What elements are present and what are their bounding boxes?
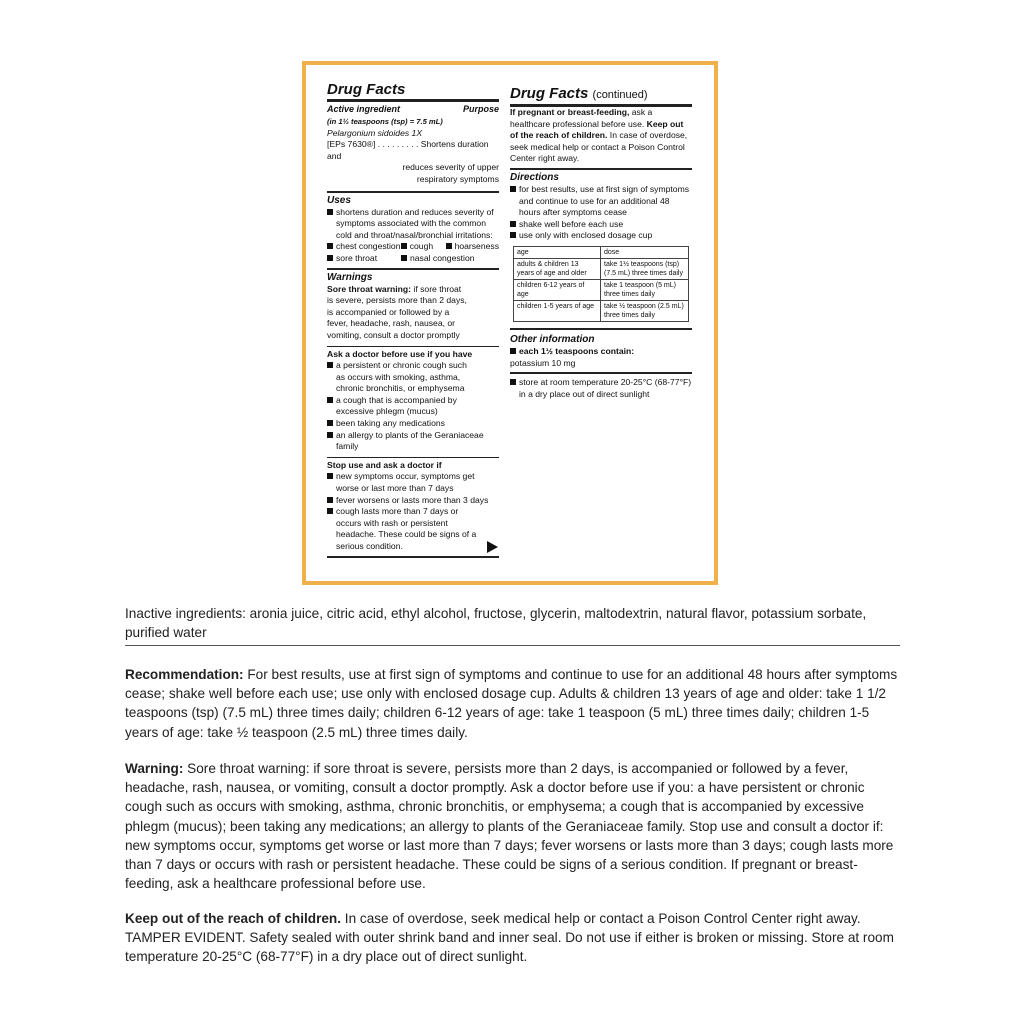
table-cell: take 1½ teaspoons (tsp) (7.5 mL) three times daily xyxy=(601,258,689,279)
stop-use-item: new symptoms occur, symptoms get worse or last more than 7 days xyxy=(327,471,499,494)
table-header-cell: age xyxy=(514,246,601,258)
bullet-square-icon xyxy=(327,497,333,503)
bullet-square-icon xyxy=(327,432,333,438)
section-rule xyxy=(327,191,499,193)
warnings-heading: Warnings xyxy=(327,271,373,283)
section-rule xyxy=(327,556,499,558)
uses-symptom: sore throat xyxy=(327,253,401,265)
directions-item: use only with enclosed dosage cup xyxy=(510,230,692,242)
purpose-line: respiratory symptoms xyxy=(416,173,499,184)
other-info-heading: Other information xyxy=(510,333,595,345)
stop-use-item: cough lasts more than 7 days or occurs with rash or persistent headache. These could be signs of a serious condition. xyxy=(327,506,499,552)
table-cell: children 1-5 years of age xyxy=(514,300,601,321)
uses-symptom: cough xyxy=(401,241,446,253)
bullet-square-icon xyxy=(401,255,407,261)
uses-symptom: hoarseness xyxy=(446,241,499,253)
ingredient-line: [EPs 7630®] . . . . . . . . . Shortens duration and xyxy=(327,139,489,161)
drug-facts-title: Drug Facts xyxy=(327,81,406,98)
bullet-square-icon xyxy=(510,221,516,227)
drug-facts-left-column xyxy=(327,65,499,558)
pregnancy-warning: If pregnant or breast-feeding, ask a healthcare professional before use. Keep out of the reach of children. In case of overdose, seek medical help or contact a Poison Control Center right away. xyxy=(510,107,688,164)
purpose-heading: Purpose xyxy=(462,104,499,114)
uses-item: shortens duration and reduces severity of symptoms associated with the common cold and throat/nasal/bronchial irritations: xyxy=(327,207,499,242)
bullet-square-icon xyxy=(446,243,452,249)
ask-doctor-heading: Ask a doctor before use if you have xyxy=(327,348,473,359)
keep-out-paragraph: Keep out of the reach of children. In case of overdose, seek medical help or contact a Poison Control Center right away. TAMPER EVIDENT. Safety sealed with outer shrink band and inner seal. Do not use if either is broken or missing. Store at room temperature 20-25°C (68-77°F) in a dry place out of direct sunlight. xyxy=(125,911,894,965)
bullet-square-icon xyxy=(510,348,516,354)
bullet-square-icon xyxy=(327,473,333,479)
other-info-item: each 1½ teaspoons contain: xyxy=(510,346,692,358)
purpose-line: reduces severity of upper xyxy=(402,162,499,173)
uses-symptom-row xyxy=(327,241,499,253)
bullet-square-icon xyxy=(327,420,333,426)
bullet-square-icon xyxy=(327,255,333,261)
section-rule xyxy=(510,328,692,330)
stop-use-heading: Stop use and ask a doctor if xyxy=(327,459,442,470)
drug-facts-panel xyxy=(302,61,718,585)
section-rule xyxy=(510,168,692,170)
table-row xyxy=(514,279,689,300)
bullet-square-icon xyxy=(327,243,333,249)
table-row xyxy=(514,258,689,279)
dosage-table xyxy=(513,246,689,322)
directions-heading: Directions xyxy=(510,171,559,183)
section-rule xyxy=(510,372,692,374)
bullet-square-icon xyxy=(327,362,333,368)
inactive-ingredients: Inactive ingredients: aronia juice, citric acid, ethyl alcohol, fructose, glycerin, maltodextrin, natural flavor, potassium sorbate, purified water xyxy=(125,606,867,641)
table-header-cell: dose xyxy=(601,246,689,258)
drug-facts-right-column xyxy=(510,65,692,400)
drug-facts-continued-title: Drug Facts (continued) xyxy=(510,85,648,102)
table-row xyxy=(514,300,689,321)
ask-doctor-item: an allergy to plants of the Geraniaceae family xyxy=(327,430,487,453)
active-ingredient-header-row xyxy=(327,103,499,116)
table-cell: take ½ teaspoon (2.5 mL) three times daily xyxy=(601,300,689,321)
divider xyxy=(125,645,900,646)
recommendation-paragraph: Recommendation: For best results, use at first sign of symptoms and continue to use for an additional 48 hours after symptoms cease; shake well before each use; use only with enclosed dosage cup. Adults & children 13 years of age and older: take 1 1/2 teaspoons (tsp) (7.5 mL) three times daily; children 6-12 years of age: take 1 teaspoon (5 mL) three times daily; children 1-5 years of age: take ½ teaspoon (2.5 mL) three times daily. xyxy=(125,667,898,740)
storage-item: store at room temperature 20-25°C (68-77°F) in a dry place out of direct sunlight xyxy=(510,377,692,400)
dose-note: (in 1½ teaspoons (tsp) = 7.5 mL) xyxy=(327,117,443,126)
continue-arrow-icon xyxy=(487,541,498,553)
table-cell: take 1 teaspoon (5 mL) three times daily xyxy=(601,279,689,300)
uses-symptom-row xyxy=(327,253,499,265)
bullet-square-icon xyxy=(327,508,333,514)
directions-item: shake well before each use xyxy=(510,219,692,231)
table-cell: adults & children 13 years of age and older xyxy=(514,258,601,279)
bullet-square-icon xyxy=(510,379,516,385)
sore-throat-warning: Sore throat warning: if sore throat is severe, persists more than 2 days, is accompanied or followed by a fever, headache, rash, nausea, or vomiting, consult a doctor promptly xyxy=(327,283,467,340)
ingredient-name: Pelargonium sidoides 1X xyxy=(327,127,423,138)
section-rule xyxy=(327,346,499,347)
uses-symptom: chest congestion xyxy=(327,241,401,253)
stop-use-item: fever worsens or lasts more than 3 days xyxy=(327,495,499,507)
active-ingredient-heading: Active ingredient xyxy=(327,104,401,114)
bullet-square-icon xyxy=(327,397,333,403)
potassium-content: potassium 10 mg xyxy=(510,357,576,368)
ask-doctor-item: a cough that is accompanied by excessive phlegm (mucus) xyxy=(327,395,492,418)
section-rule xyxy=(327,457,499,458)
bullet-square-icon xyxy=(327,209,333,215)
bullet-square-icon xyxy=(510,186,516,192)
bullet-square-icon xyxy=(401,243,407,249)
ask-doctor-item: been taking any medications xyxy=(327,418,499,430)
table-cell: children 6-12 years of age xyxy=(514,279,601,300)
title-rule xyxy=(327,99,499,102)
warning-paragraph: Warning: Sore throat warning: if sore throat is severe, persists more than 2 days, is accompanied or followed by a fever, headache, rash, nausea, or vomiting, consult a doctor promptly. Ask a doctor before use if you: a have persistent or chronic cough such as occurs with smoking, asthma, chronic bronchitis, or emphysema; a cough that is accompanied by excessive phlegm (mucus); been taking any medications; an allergy to plants of the Geraniaceae family. Stop use and consult a doctor if: new symptoms occur, symptoms get worse or last more than 7 days; fever worsens or lasts more than 3 days; cough lasts more than 7 days or occurs with rash or persistent headache. These could be signs of a serious condition. If pregnant or breast-feeding, ask a healthcare professional before use. xyxy=(125,761,894,892)
table-header-row xyxy=(514,246,689,258)
uses-heading: Uses xyxy=(327,194,351,206)
ask-doctor-item: a persistent or chronic cough such as occurs with smoking, asthma, chronic bronchitis, or emphysema xyxy=(327,360,477,395)
section-rule xyxy=(327,268,499,270)
uses-symptom: nasal congestion xyxy=(401,253,475,265)
bullet-square-icon xyxy=(510,232,516,238)
directions-item: for best results, use at first sign of symptoms and continue to use for an additional 48 hours after symptoms cease xyxy=(510,184,692,219)
